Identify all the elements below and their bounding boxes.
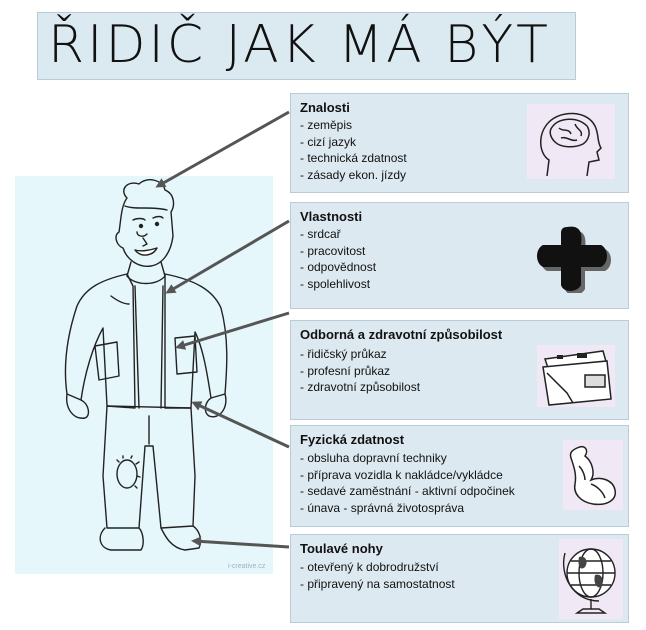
list-item: - technická zdatnost [300,151,407,165]
list-item: - zásady ekon. jízdy [300,167,407,182]
arrow-to-hand [194,403,289,447]
list-item: - zdravotní způsobilost [300,380,421,394]
list-item: - sedavé zaměstnání - aktivní odpočinek [300,484,515,498]
list-item: - příprava vozidla k nakládce/vykládce [300,467,503,482]
image-credit: i-creative.cz [228,563,266,570]
page-title: ŘIDIČ JAK MÁ BÝT [48,15,551,75]
list-item: - zeměpis [300,118,353,132]
list-item: - spolehlivost [300,276,371,291]
arrow-to-feet [194,541,289,547]
list-item: - cizí jazyk [300,134,357,149]
list-item: - obsluha dopravní techniky [300,451,447,465]
box-heading: Fyzická zdatnost [300,432,405,447]
list-item: - řidičský průkaz [300,347,387,361]
box-heading: Vlastnosti [300,209,363,224]
list-item: - pracovitost [300,243,366,258]
list-item: - únava - správná životospráva [300,500,465,515]
box-heading: Toulavé nohy [300,541,383,556]
arrow-to-pocket [178,313,289,347]
list-item: - odpovědnost [300,260,377,274]
list-item: - připravený na samostatnost [300,576,455,591]
box-heading: Znalosti [300,100,350,115]
arrow-to-head [158,112,289,186]
list-item: - otevřený k dobrodružství [300,560,439,574]
list-item: - srdcař [300,227,341,241]
box-heading: Odborná a zdravotní způsobilost [300,327,503,342]
arrow-to-chest [168,221,289,292]
list-item: - profesní průkaz [300,363,391,378]
